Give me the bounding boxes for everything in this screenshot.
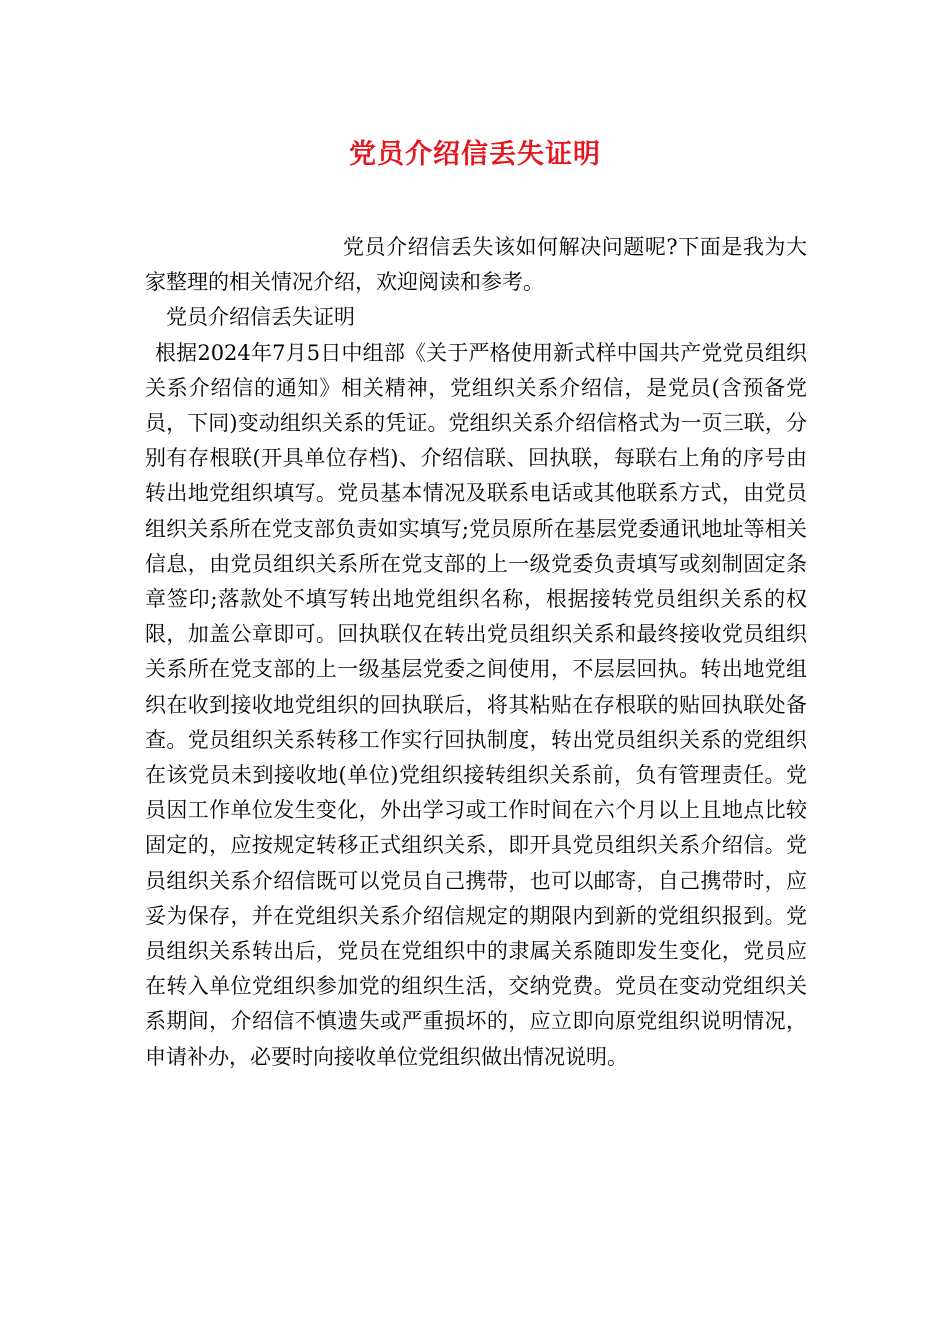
body-paragraph: 根据2024年7月5日中组部《关于严格使用新式样中国共产党党员组织关系介绍信的通知》相关精神，党组织关系介绍信，是党员(含预备党员，下同)变动组织关系的凭证。党组织关系介绍信格式为一页三联，分别有存根联(开具单位存档)、介绍信联、回执联，每联右上角的序号由转出地党组织填写。党员基本情况及联系电话或其他联系方式，由党员组织关系所在党支部负责如实填写;党员原所在基层党委通讯地址等相关信息，由党员组织关系所在党支部的上一级党委负责填写或刻制固定条章签印;落款处不填写转出地党组织名称，根据接转党员组织关系的权限，加盖公章即可。回执联仅在转出党员组织关系和最终接收党员组织关系所在党支部的上一级基层党委之间使用，不层层回执。转出地党组织在收到接收地党组织的回执联后，将其粘贴在存根联的贴回执联处备查。党员组织关系转移工作实行回执制度，转出党员组织关系的党组织在该党员未到接收地(单位)党组织接转组织关系前，负有管理责任。党员因工作单位发生变化，外出学习或工作时间在六个月以上且地点比较固定的，应按规定转移正式组织关系，即开具党员组织关系介绍信。党员组织关系介绍信既可以党员自己携带，也可以邮寄，自己携带时，应妥为保存，并在党组织关系介绍信规定的期限内到新的党组织报到。党员组织关系转出后，党员在党组织中的隶属关系随即发生变化，党员应在转入单位党组织参加党的组织生活，交纳党费。党员在变动党组织关系期间，介绍信不慎遗失或严重损坏的，应立即向原党组织说明情况，申请补办，必要时向接收单位党组织做出情况说明。 (145, 340, 807, 1069)
document-title: 党员介绍信丢失证明 (349, 139, 601, 170)
intro-paragraph: 党员介绍信丢失该如何解决问题呢?下面是我为大家整理的相关情况介绍，欢迎阅读和参考。 (145, 235, 807, 295)
document-content (145, 230, 807, 1075)
section-heading: 党员介绍信丢失证明 (166, 305, 355, 330)
